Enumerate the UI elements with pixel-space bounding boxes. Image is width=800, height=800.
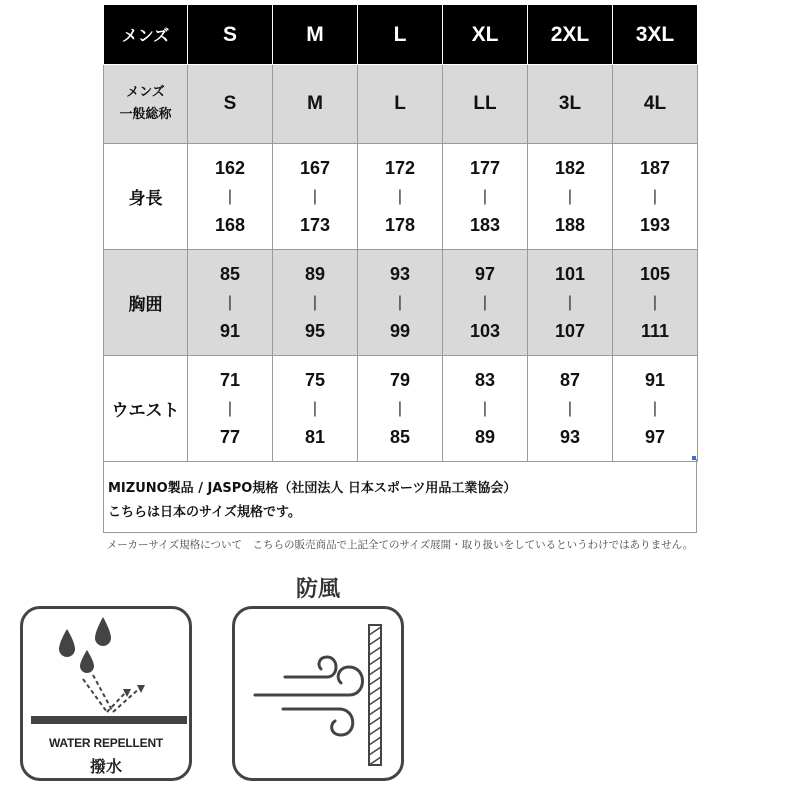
water-repellent-icon [23,609,189,778]
range-min: 167 [299,157,331,178]
range-max: 168 [214,214,246,235]
range-separator: | [567,187,573,205]
measurement-range [613,370,697,448]
range-max: 99 [389,320,411,341]
range-max: 178 [384,214,416,235]
measurement-range [188,158,272,236]
range-max: 91 [219,320,241,341]
measurement-cell [358,356,443,462]
measurement-range [528,370,612,448]
waist-row [104,356,698,462]
range-max: 93 [559,426,581,447]
range-separator: | [397,187,403,205]
range-separator: | [482,293,488,311]
range-separator: | [227,187,233,205]
measurement-cell [443,250,528,356]
range-min: 101 [554,263,586,284]
general-size-cell: S [188,65,273,144]
measurement-cell [358,144,443,250]
measurement-cell [273,250,358,356]
size-header: XL [443,5,528,65]
measurement-range [358,264,442,342]
height-label: 身長 [104,144,188,250]
water-repellent-caption-jp: 撥水 [89,757,122,776]
header-row [104,5,698,65]
chest-row [104,250,698,356]
range-min: 89 [304,263,326,284]
general-label-line2: 一般総称 [119,107,172,122]
range-max: 188 [554,214,586,235]
range-min: 177 [469,157,501,178]
measurement-range [358,158,442,236]
range-separator: | [567,293,573,311]
range-max: 107 [554,320,586,341]
measurement-range [528,158,612,236]
measurement-cell [613,144,698,250]
windproof-title: 防風 [295,577,340,602]
notes-box [103,459,697,533]
measurement-cell [613,250,698,356]
japan-size-note: こちらは日本のサイズ規格です。 [108,505,301,520]
range-min: 79 [389,369,411,390]
range-separator: | [482,399,488,417]
measurement-range [613,264,697,342]
measurement-cell [188,144,273,250]
range-min: 87 [559,369,581,390]
range-max: 173 [299,214,331,235]
range-max: 85 [389,426,411,447]
range-min: 187 [639,157,671,178]
general-size-cell: 4L [613,65,698,144]
general-size-cell: L [358,65,443,144]
measurement-cell [273,356,358,462]
measurement-range [273,158,357,236]
range-max: 103 [469,320,501,341]
range-max: 97 [644,426,666,447]
measurement-range [273,264,357,342]
measurement-range [528,264,612,342]
range-separator: | [312,399,318,417]
range-max: 89 [474,426,496,447]
measurement-cell [528,144,613,250]
range-separator: | [482,187,488,205]
height-row [104,144,698,250]
range-separator: | [652,293,658,311]
measurement-cell [613,356,698,462]
general-size-row [104,65,698,144]
range-max: 95 [304,320,326,341]
general-size-label [104,65,188,144]
windproof-icon [235,609,401,778]
measurement-range [443,264,527,342]
range-separator: | [312,293,318,311]
size-header: M [273,5,358,65]
chest-label: 胸囲 [104,250,188,356]
range-separator: | [397,399,403,417]
range-separator: | [652,187,658,205]
range-max: 111 [640,320,670,341]
range-separator: | [227,399,233,417]
waist-label: ウエスト [104,356,188,462]
range-separator: | [567,399,573,417]
size-header: 3XL [613,5,698,65]
size-chart-table [103,4,698,462]
range-min: 105 [639,263,671,284]
range-min: 83 [474,369,496,390]
windproof-badge [232,606,404,781]
measurement-cell [188,250,273,356]
water-repellent-caption: WATER REPELLENT [48,736,164,750]
range-min: 75 [304,369,326,390]
range-min: 71 [219,369,241,390]
range-max: 183 [469,214,501,235]
measurement-range [358,370,442,448]
range-max: 193 [639,214,671,235]
measurement-cell [188,356,273,462]
range-min: 85 [219,263,241,284]
range-min: 97 [474,263,496,284]
range-max: 81 [304,426,326,447]
range-separator: | [397,293,403,311]
size-header: S [188,5,273,65]
size-header: L [358,5,443,65]
measurement-cell [443,356,528,462]
range-separator: | [227,293,233,311]
range-separator: | [312,187,318,205]
range-min: 93 [389,263,411,284]
measurement-cell [358,250,443,356]
header-label: メンズ [104,5,188,65]
range-min: 91 [644,369,666,390]
range-min: 162 [214,157,246,178]
standard-note: MIZUNO製品 / JASPO規格（社団法人 日本スポーツ用品工業協会） [108,481,517,496]
measurement-range [613,158,697,236]
general-size-cell: M [273,65,358,144]
measurement-cell [273,144,358,250]
measurement-range [443,158,527,236]
maker-size-disclaimer: メーカーサイズ規格について こちらの販売商品で上記全てのサイズ展開・取り扱いをしているというわけではありません。 [106,539,694,551]
general-size-cell: 3L [528,65,613,144]
size-header: 2XL [528,5,613,65]
general-size-cell: LL [443,65,528,144]
water-repellent-badge [20,606,192,781]
general-label-line1: メンズ [126,85,165,100]
measurement-cell [528,250,613,356]
range-max: 77 [219,426,241,447]
measurement-range [443,370,527,448]
measurement-range [273,370,357,448]
range-separator: | [652,399,658,417]
range-min: 172 [384,157,416,178]
measurement-range [188,370,272,448]
range-min: 182 [554,157,586,178]
measurement-cell [528,356,613,462]
measurement-cell [443,144,528,250]
measurement-range [188,264,272,342]
